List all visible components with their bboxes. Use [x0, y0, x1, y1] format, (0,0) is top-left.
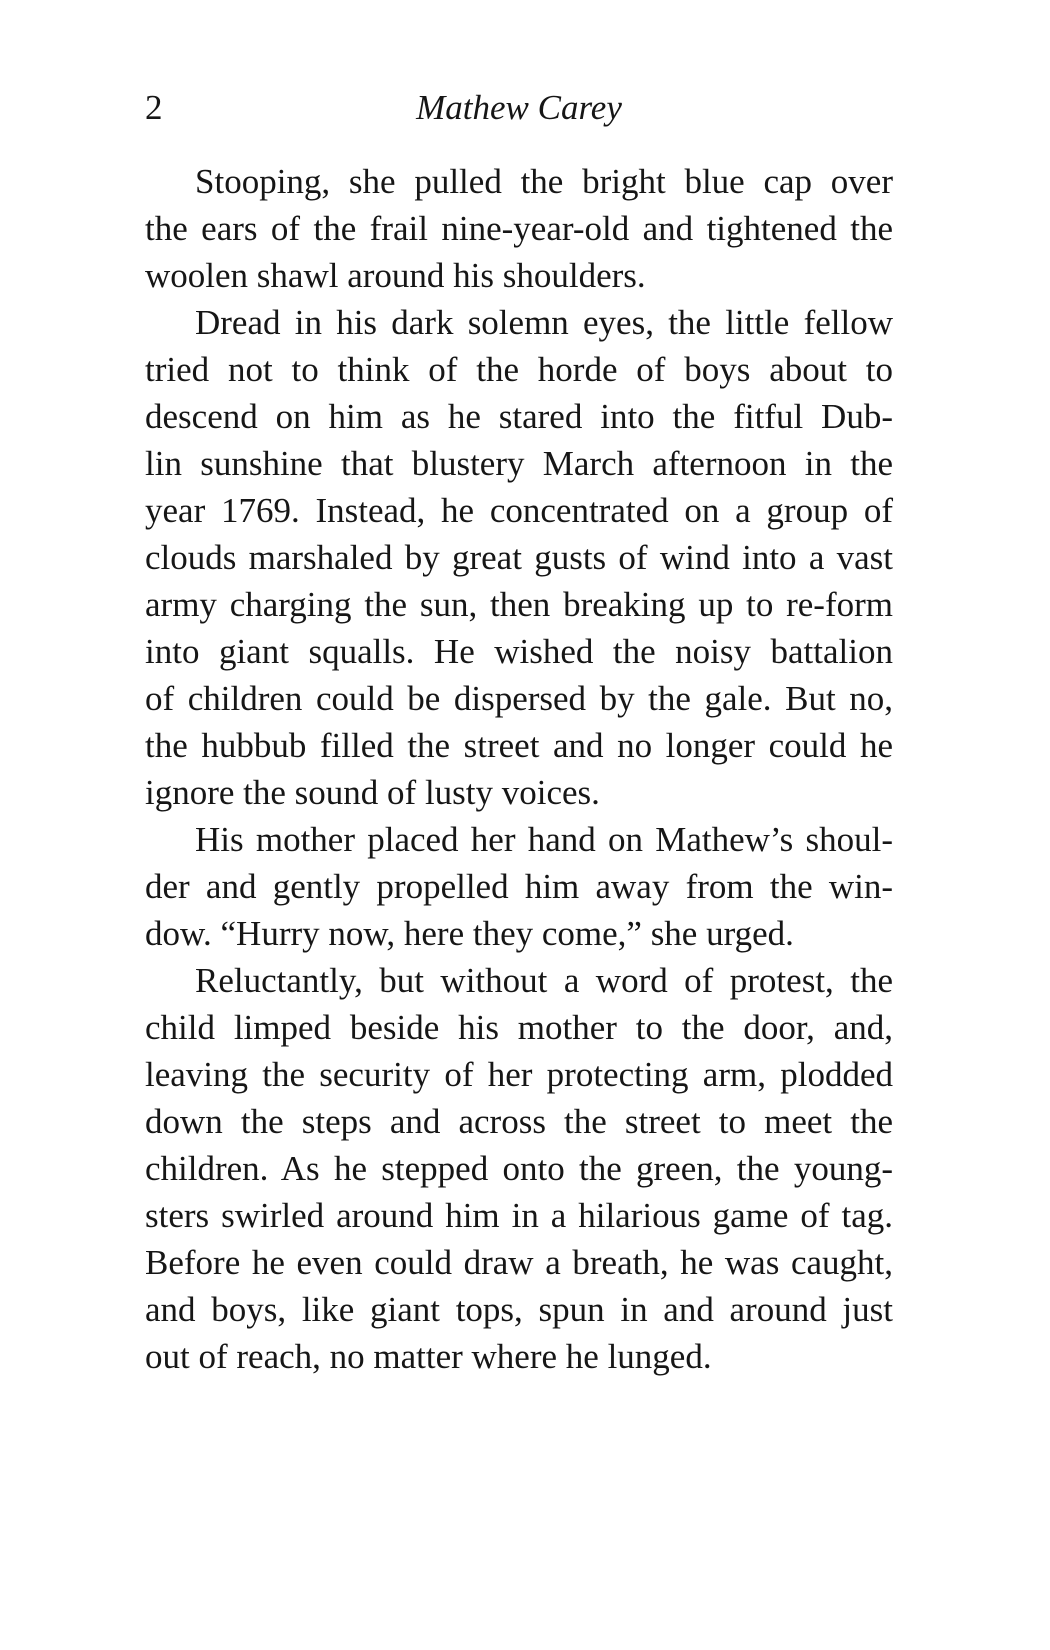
text-line: out of reach, no matter where he lunged. [145, 1337, 712, 1376]
text-line: of children could be dispersed by the gale. But no, [145, 679, 893, 718]
paragraph [145, 816, 893, 957]
text-line: sters swirled around him in a hilarious game of tag. [145, 1196, 893, 1235]
text-line: and boys, like giant tops, spun in and around just [145, 1290, 893, 1329]
text-line: descend on him as he stared into the fitful Dub- [145, 397, 893, 436]
body-text [145, 158, 893, 1380]
text-line: Stooping, she pulled the bright blue cap over [195, 162, 893, 201]
text-line: leaving the security of her protecting arm, plodded [145, 1055, 893, 1094]
paragraph [145, 158, 893, 299]
text-line: woolen shawl around his shoulders. [145, 256, 646, 295]
text-line: der and gently propelled him away from the win- [145, 867, 893, 906]
text-line: dow. “Hurry now, here they come,” she urged. [145, 914, 794, 953]
text-line: clouds marshaled by great gusts of wind into a vast [145, 538, 893, 577]
text-line: the ears of the frail nine-year-old and tightened the [145, 209, 893, 248]
text-line: year 1769. Instead, he concentrated on a group of [145, 491, 893, 530]
paragraph [145, 957, 893, 1380]
text-line: lin sunshine that blustery March afternoon in the [145, 444, 893, 483]
text-line: child limped beside his mother to the door, and, [145, 1008, 893, 1047]
text-line: into giant squalls. He wished the noisy battalion [145, 632, 893, 671]
text-line: the hubbub filled the street and no longer could he [145, 726, 893, 765]
paragraph [145, 299, 893, 816]
text-line: Before he even could draw a breath, he was caught, [145, 1243, 893, 1282]
text-line: down the steps and across the street to meet the [145, 1102, 893, 1141]
text-line: army charging the sun, then breaking up to re-form [145, 585, 893, 624]
running-header-title: Mathew Carey [416, 88, 622, 127]
text-line: Dread in his dark solemn eyes, the little fellow [195, 303, 893, 342]
text-line: His mother placed her hand on Mathew’s shoul- [195, 820, 893, 859]
page-number: 2 [145, 88, 163, 127]
text-line: Reluctantly, but without a word of protest, the [195, 961, 893, 1000]
text-line: children. As he stepped onto the green, the young- [145, 1149, 893, 1188]
page-header [145, 88, 893, 132]
text-line: tried not to think of the horde of boys about to [145, 350, 893, 389]
text-line: ignore the sound of lusty voices. [145, 773, 600, 812]
